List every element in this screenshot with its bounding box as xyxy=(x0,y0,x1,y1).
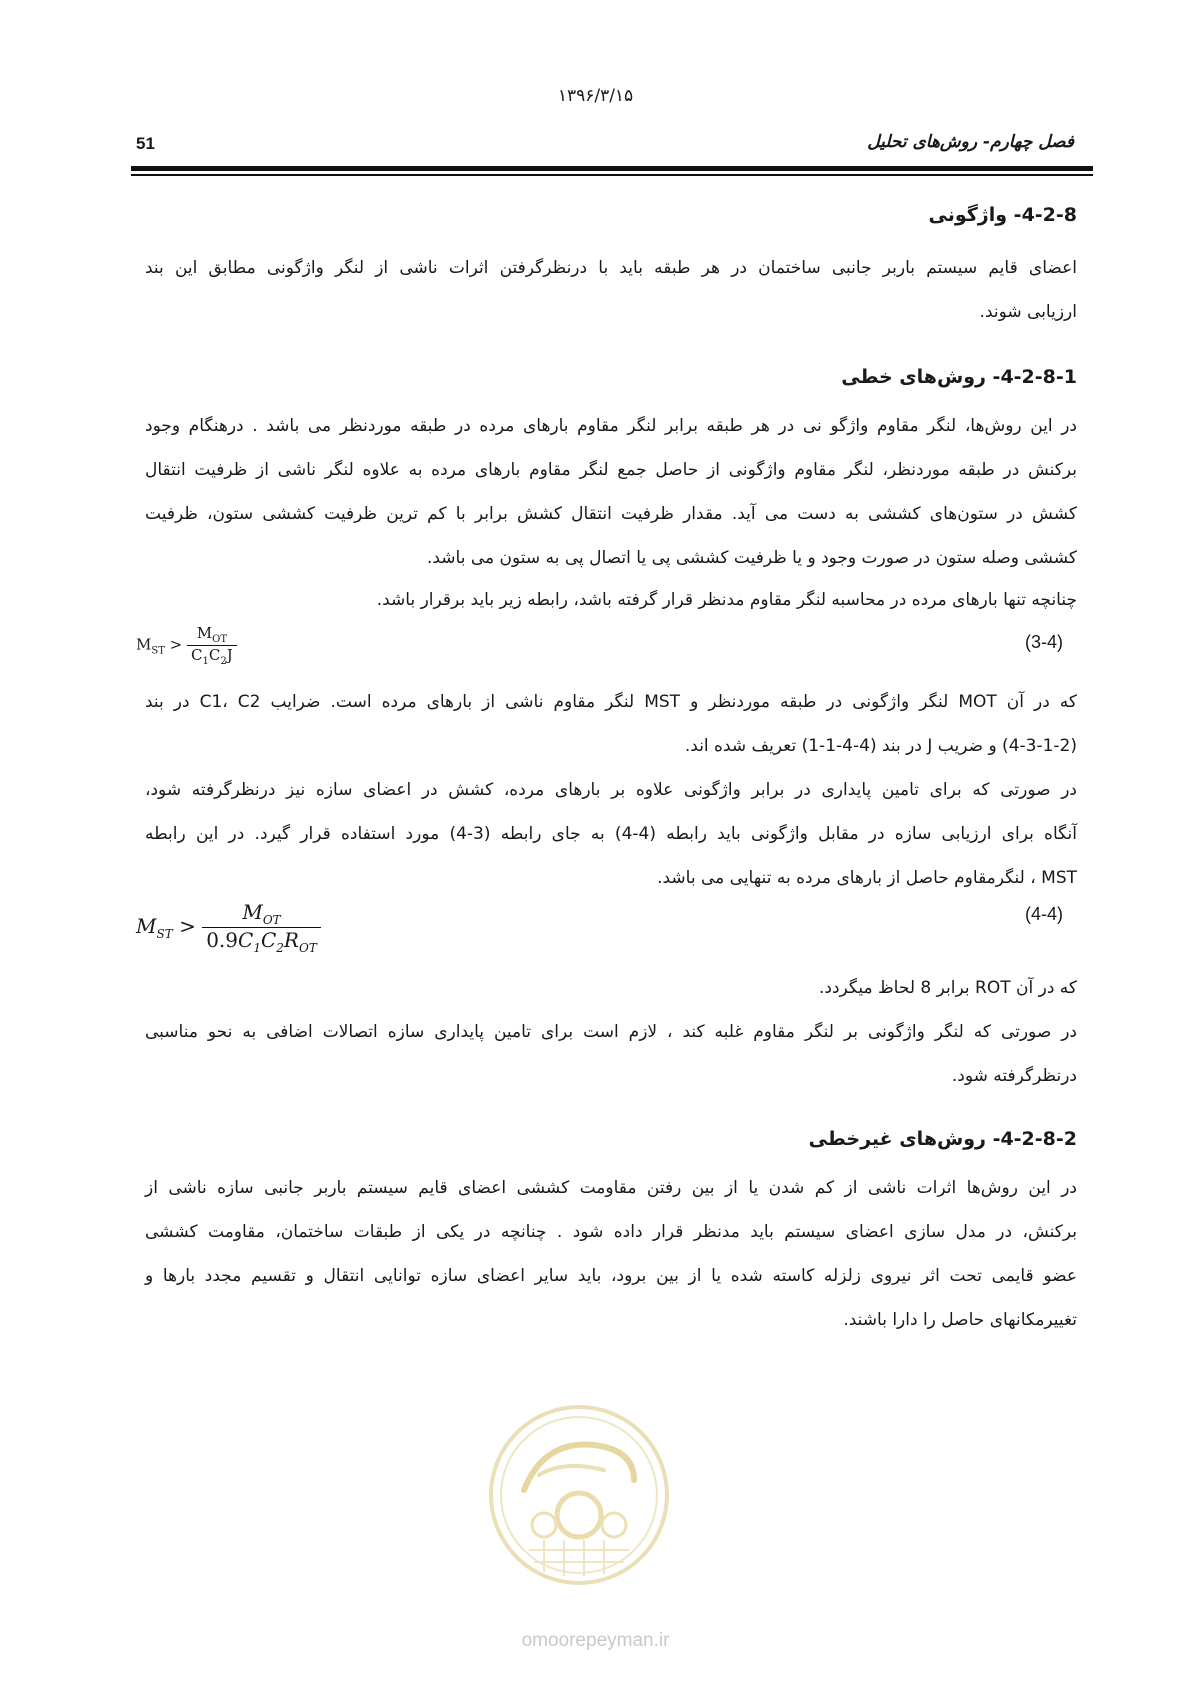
watermark-site: omoorepeyman.ir xyxy=(521,1630,670,1651)
section-heading-linear-methods: 4-2-8-1- روش‌های خطی xyxy=(841,366,1077,388)
watermark-seal xyxy=(484,1400,674,1590)
chapter-title: فصل چهارم- روش‌های تحلیل xyxy=(867,132,1074,152)
eq-lhs: M xyxy=(136,635,152,654)
text-line: که در آن MOT لنگر واژگونی در طبقه موردنظر و MST لنگر مقاوم ناشی از بارهای مرده است. ضرایب C1، C2 در بند xyxy=(145,692,1078,712)
eq-lhs-sub: ST xyxy=(156,927,173,941)
eq-denominator: $C_1C_2J$ xyxy=(191,646,233,667)
eq-numerator: $M_{OT}$ xyxy=(187,624,237,646)
header-rule-thick xyxy=(131,166,1093,171)
text-line: در این روش‌ها، لنگر مقاوم واژگو نی در هر طبقه برابر لنگر مقاوم بارهای مرده در طبقه موردنظر می باشد . درهنگام وجود xyxy=(145,416,1077,436)
text-line: کششی وصله ستون در صورت وجود و یا ظرفیت کششی پی یا اتصال پی به ستون می باشد. xyxy=(426,548,1077,568)
equation-number-4-4: (4-4) xyxy=(1024,904,1063,924)
text-line: ارزیابی شوند. xyxy=(979,302,1077,322)
paragraph-nonlinear-methods xyxy=(145,1166,1077,1342)
header-rule-thin xyxy=(131,174,1093,176)
eq-lhs-sub: ST xyxy=(151,645,165,657)
equation-number-3-4: (3-4) xyxy=(1024,632,1063,652)
text-line: (4-3-1-2) و ضریب J در بند (4-4-1-1) تعریف شده اند. xyxy=(684,736,1077,756)
text-line: که در آن ROT برابر 8 لحاظ میگردد. xyxy=(819,978,1077,998)
eq-fraction xyxy=(202,900,321,955)
paragraph-additional-connections xyxy=(145,1010,1077,1098)
text-line: در این روش‌ها اثرات ناشی از کم شدن یا از بین رفتن مقاومت کششی اعضای قایم سیستم باربر جانبی سازه ناشی از xyxy=(145,1178,1077,1198)
paragraph-rot-value xyxy=(145,966,1077,1010)
paragraph-eq1-definitions xyxy=(145,680,1077,768)
text-line: MST ، لنگرمقاوم حاصل از بارهای مرده به تنهایی می باشد. xyxy=(657,868,1077,888)
eq-denominator: $0.9C_1C_2R_{OT}$ xyxy=(206,928,317,955)
text-line: کشش در ستون‌های کششی به دست می آید. مقدار ظرفیت انتقال کشش برابر با کم ترین ظرفیت کششی ستون، ظرفیت xyxy=(145,504,1077,524)
page-number: 51 xyxy=(136,134,155,153)
text-line: در صورتی که لنگر واژگونی بر لنگر مقاوم غلبه کند ، لازم است برای تامین پایداری سازه اتصالات اضافی به نحو مناسبی xyxy=(145,1022,1077,1042)
text-line: اعضای قایم سیستم باربر جانبی ساختمان در هر طبقه باید با درنظرگرفتن اثرات ناشی از لنگر واژگونی مطابق این بند xyxy=(145,258,1077,278)
eq-operator: > xyxy=(169,635,183,654)
section-heading-overturning: 4-2-8- واژگونی xyxy=(928,204,1077,226)
paragraph-overturning-intro xyxy=(145,246,1077,334)
text-line: تغییرمکانهای حاصل را دارا باشند. xyxy=(843,1310,1077,1330)
eq-lhs: M xyxy=(136,914,157,938)
text-line: آنگاه برای ارزیابی سازه در مقابل واژگونی باید رابطه (4-4) به جای رابطه (3-4) مورد استفاده قرار گیرد. در این رابطه xyxy=(145,824,1077,844)
document-date: ۱۳۹۶/۳/۱۵ xyxy=(557,86,634,106)
eq-numerator: $M_{OT}$ xyxy=(202,900,321,928)
paragraph-tension-members xyxy=(145,768,1077,900)
equation-3-4 xyxy=(136,624,237,667)
text-line: چنانچه تنها بارهای مرده در محاسبه لنگر مقاوم مدنظر قرار گرفته باشد، رابطه زیر باید برقرار باشد. xyxy=(376,590,1077,610)
text-line: درنظرگرفته شود. xyxy=(951,1066,1077,1086)
section-heading-nonlinear-methods: 4-2-8-2- روش‌های غیرخطی xyxy=(808,1128,1077,1150)
paragraph-linear-methods xyxy=(145,404,1077,580)
text-line: برکنش در طبقه موردنظر، لنگر مقاوم واژگونی از حاصل جمع لنگر مقاوم بارهای مرده به علاوه لنگر ناشی از ظرفیت انتقال xyxy=(145,460,1077,480)
equation-4-4 xyxy=(136,900,321,955)
eq-fraction xyxy=(187,624,237,667)
paragraph-dead-loads-condition xyxy=(145,578,1077,622)
text-line: برکنش، در مدل سازی اعضای سیستم باید مدنظر قرار داده شود . چنانچه در یکی از طبقات ساختمان، مقاومت کششی xyxy=(145,1222,1077,1242)
text-line: عضو قایمی تحت اثر نیروی زلزله کاسته شده یا از بین برود، باید سایر اعضای سازه توانایی انتقال و تقسیم مجدد بارها و xyxy=(145,1266,1077,1286)
text-line: در صورتی که برای تامین پایداری در برابر واژگونی علاوه بر بارهای مرده، کشش در اعضای سازه نیز درنظرگرفته شود، xyxy=(145,780,1077,800)
eq-operator: > xyxy=(179,914,196,938)
